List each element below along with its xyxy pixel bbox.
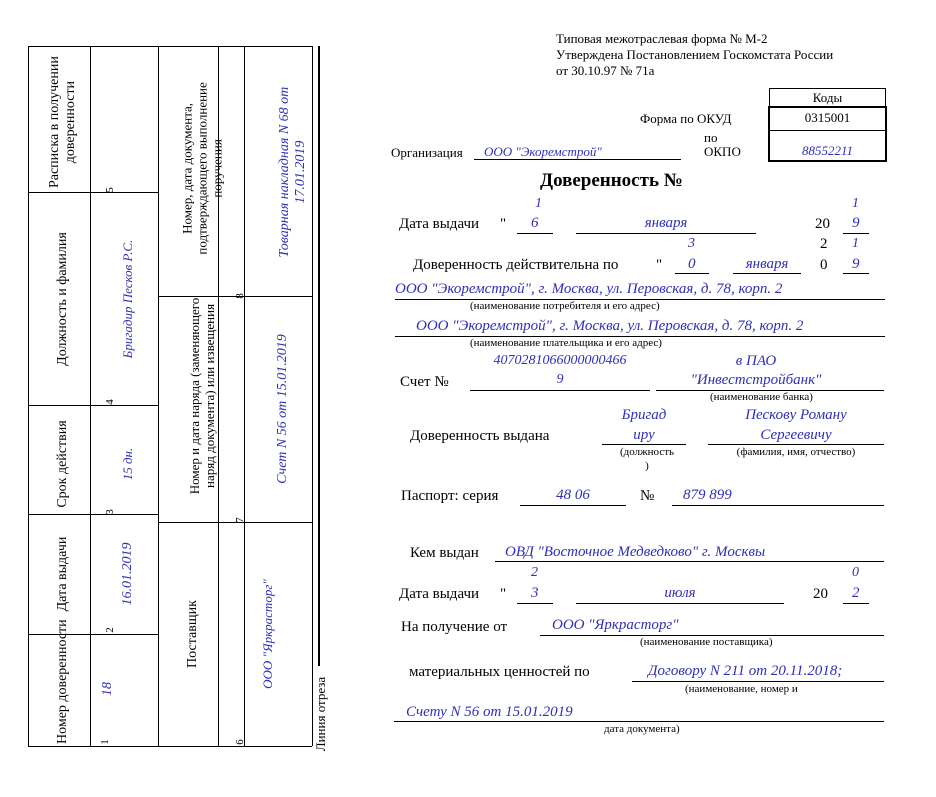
name-1: Пескову Роману [745, 407, 847, 423]
name-caption: (фамилия, имя, отчество) [736, 446, 856, 458]
stub-border-right [312, 46, 313, 746]
issued-by-label: Кем выдан [410, 545, 479, 561]
quote: " [656, 257, 663, 273]
issue-year-prefix: 20 [815, 216, 830, 232]
materials-label: материальных ценностей по [409, 664, 590, 680]
passport-year: 2 [852, 585, 860, 601]
header-line: от 30.10.97 № 71а [556, 63, 655, 78]
account-number-1: 4070281066000000466 [493, 353, 627, 368]
stub-header-order: Номер и дата наряда (заменяющего наряд документа) или извещения [187, 297, 217, 495]
valid-until-label: Доверенность действительна по [413, 257, 619, 273]
bank-2: "Инвестстройбанк" [690, 372, 822, 388]
okpo-label-1: по [704, 130, 718, 145]
passport-date-label: Дата выдачи [399, 586, 480, 602]
stub-divider [158, 46, 159, 746]
payer-caption: (наименование плательщика и его адрес) [470, 337, 662, 349]
underline [394, 721, 884, 722]
okpo-value: 88552211 [801, 143, 854, 158]
name-2: Сергеевичу [760, 427, 832, 443]
organization-value: ООО "Экоремстрой" [484, 144, 602, 159]
valid-year-prefix: 0 [820, 257, 828, 273]
cut-line-label: Линия отреза [313, 676, 328, 752]
okud-value: 0315001 [804, 110, 851, 125]
passport-number: 879 899 [683, 487, 732, 503]
underline [632, 681, 884, 682]
codes-title: Коды [769, 88, 886, 108]
underline [517, 233, 553, 234]
underline [576, 233, 756, 234]
codes-box [768, 106, 887, 162]
valid-month: января [745, 256, 789, 272]
materials-caption-2: дата документа) [604, 723, 680, 735]
quote: " [500, 586, 507, 602]
stub-value-document: Товарная накладная N 68 от 17.01.2019 [276, 86, 308, 258]
counterfoil-stub [28, 46, 328, 752]
document-title: Доверенность № [540, 170, 683, 191]
stub-col-sep-2 [244, 46, 245, 746]
passport-label: Паспорт: серия [401, 488, 499, 504]
stub-num: 4 [104, 399, 116, 405]
account-number-2: 9 [556, 372, 564, 387]
cut-line [318, 46, 320, 666]
underline [576, 603, 784, 604]
passport-month: июля [664, 585, 696, 601]
header-line: Утверждена Постановлением Госкомстата России [556, 47, 834, 62]
valid-day-top: 3 [688, 236, 695, 251]
issue-day: 6 [531, 215, 539, 231]
underline [843, 603, 869, 604]
stub-num: 1 [99, 739, 111, 745]
issue-year: 9 [852, 215, 860, 231]
valid-year: 9 [852, 256, 860, 272]
okpo-label-2: ОКПО [704, 144, 741, 159]
stub-border-left [28, 46, 29, 746]
stub-header-position: Должность и фамилия [55, 232, 70, 366]
stub-header-number: Номер доверенности [55, 619, 70, 744]
stub-value-order: Счет N 56 от 15.01.2019 [275, 334, 290, 484]
stub-row-sep [28, 634, 158, 635]
passport-day-top: 2 [531, 565, 538, 580]
okud-label: Форма по ОКУД [640, 111, 732, 126]
underline [495, 561, 884, 562]
header-line: Типовая межотраслевая форма № М-2 [556, 31, 768, 46]
passport-day: 3 [531, 585, 539, 601]
account-label: Счет № [400, 374, 449, 390]
stub-border-bottom [28, 746, 158, 747]
stub-row-sep [28, 192, 158, 193]
valid-year-top: 1 [852, 236, 859, 251]
issued-by-value: ОВД "Восточное Медведково" г. Москвы [505, 544, 766, 560]
bank-caption: (наименование банка) [710, 391, 813, 403]
position-1: Бригад [621, 407, 667, 423]
underline [517, 603, 553, 604]
underline [474, 159, 681, 160]
payer-value: ООО "Экоремстрой", г. Москва, ул. Перовская, д. 78, корп. 2 [416, 318, 804, 334]
issue-date-label: Дата выдачи [399, 216, 480, 232]
issue-month: января [644, 215, 688, 231]
materials-value-2: Счету N 56 от 15.01.2019 [406, 704, 573, 720]
underline [843, 273, 869, 274]
stub-header-date: Дата выдачи [55, 536, 70, 612]
stub-row-sep [28, 405, 158, 406]
position-caption-1: (должность [619, 446, 675, 458]
stub-num: 3 [104, 509, 116, 515]
passport-number-label: № [640, 488, 655, 504]
passport-year-top: 0 [852, 565, 859, 580]
stub-value-position: Бригадир Песков Р.С. [120, 239, 135, 359]
materials-caption-1: (наименование, номер и [685, 683, 798, 695]
valid-year-prefix-top: 2 [820, 236, 828, 252]
organization-label: Организация [391, 145, 463, 160]
stub-value-date: 16.01.2019 [120, 542, 135, 606]
bank-1: в ПАО [735, 353, 777, 369]
stub-header-supplier: Поставщик [185, 600, 200, 668]
underline [672, 505, 884, 506]
consumer-caption: (наименование потребителя и его адрес) [470, 300, 660, 312]
stub-num: 7 [234, 517, 246, 523]
position-caption-2: ) [645, 460, 649, 472]
stub-num: 2 [104, 627, 116, 633]
underline [675, 273, 709, 274]
form-header [556, 31, 833, 79]
underline [470, 390, 650, 391]
issue-day-top: 1 [535, 196, 542, 211]
issued-to-label: Доверенность выдана [410, 428, 550, 444]
stub-col-sep-1 [90, 46, 91, 746]
receive-from-caption: (наименование поставщика) [640, 636, 773, 648]
underline [733, 273, 801, 274]
stub-num: 5 [104, 187, 116, 193]
passport-year-prefix: 20 [813, 586, 828, 602]
issue-year-top: 1 [852, 196, 859, 211]
stub-num: 6 [234, 739, 246, 745]
materials-value: Договору N 211 от 20.11.2018; [648, 663, 843, 679]
stub-header-receipt: Расписка в получении доверенности [46, 56, 78, 189]
quote: " [500, 216, 507, 232]
consumer-value: ООО "Экоремстрой", г. Москва, ул. Перовская, д. 78, корп. 2 [395, 281, 783, 297]
stub-value-number: 18 [100, 682, 115, 696]
stub-row-sep [28, 514, 158, 515]
receive-from-value: ООО "Яркрасторг" [552, 617, 679, 633]
valid-day: 0 [688, 256, 696, 272]
position-2: иру [633, 427, 655, 443]
stub-border-top [28, 46, 158, 47]
stub-header-validity: Срок действия [55, 420, 70, 508]
passport-series: 48 06 [556, 487, 590, 503]
stub-num: 8 [234, 293, 246, 299]
stub-value-validity: 15 дн. [120, 447, 135, 481]
stub-value-supplier: ООО "Яркрасторг" [260, 579, 275, 689]
underline [520, 505, 626, 506]
stub-border-top-2 [158, 46, 312, 47]
underline [602, 444, 686, 445]
receive-from-label: На получение от [401, 619, 508, 635]
stub-header-document: Номер, дата документа, подтверждающего выполнение поручения [179, 82, 225, 255]
codes-sep [770, 130, 885, 131]
underline [708, 444, 884, 445]
underline [843, 233, 869, 234]
